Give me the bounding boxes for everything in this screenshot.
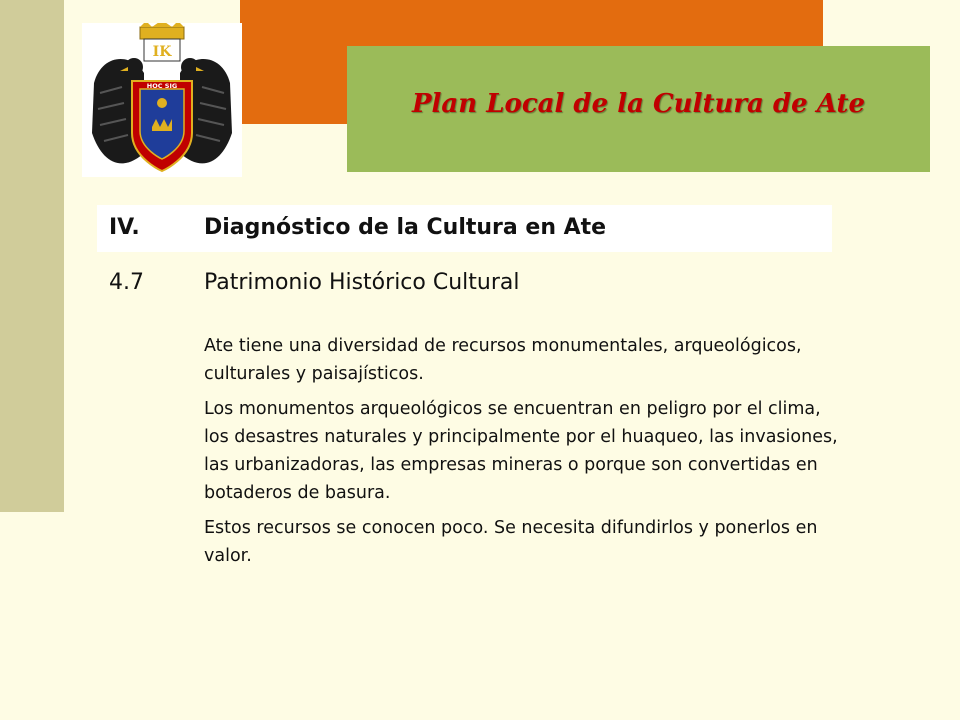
motto-top: HOC SIG (146, 82, 178, 90)
coat-of-arms-logo (82, 23, 242, 177)
title-banner (347, 46, 930, 172)
section-title: Diagnóstico de la Cultura en Ate (204, 215, 607, 240)
paragraph: Estos recursos se conocen poco. Se necesita difundirlos y ponerlos en valor. (204, 518, 818, 566)
coat-of-arms-icon (82, 23, 242, 177)
body-text (204, 332, 844, 577)
slide-title: Plan Local de la Cultura de Ate (411, 89, 866, 119)
subsection-title: Patrimonio Histórico Cultural (204, 270, 520, 295)
section-number: IV. (109, 215, 140, 240)
paragraph: Ate tiene una diversidad de recursos monumentales, arqueológicos, culturales y paisajísticos. (204, 336, 802, 384)
paragraph: Los monumentos arqueológicos se encuentran en peligro por el clima, los desastres naturales y principalmente por el huaqueo, las invasiones, las urbanizadoras, las empresas mineras o porque son convertidas en botaderos de basura. (204, 399, 838, 503)
left-decorative-bar (0, 0, 64, 512)
crest-text: IK (152, 44, 172, 60)
section-heading (97, 205, 832, 252)
subsection-number: 4.7 (109, 270, 144, 295)
